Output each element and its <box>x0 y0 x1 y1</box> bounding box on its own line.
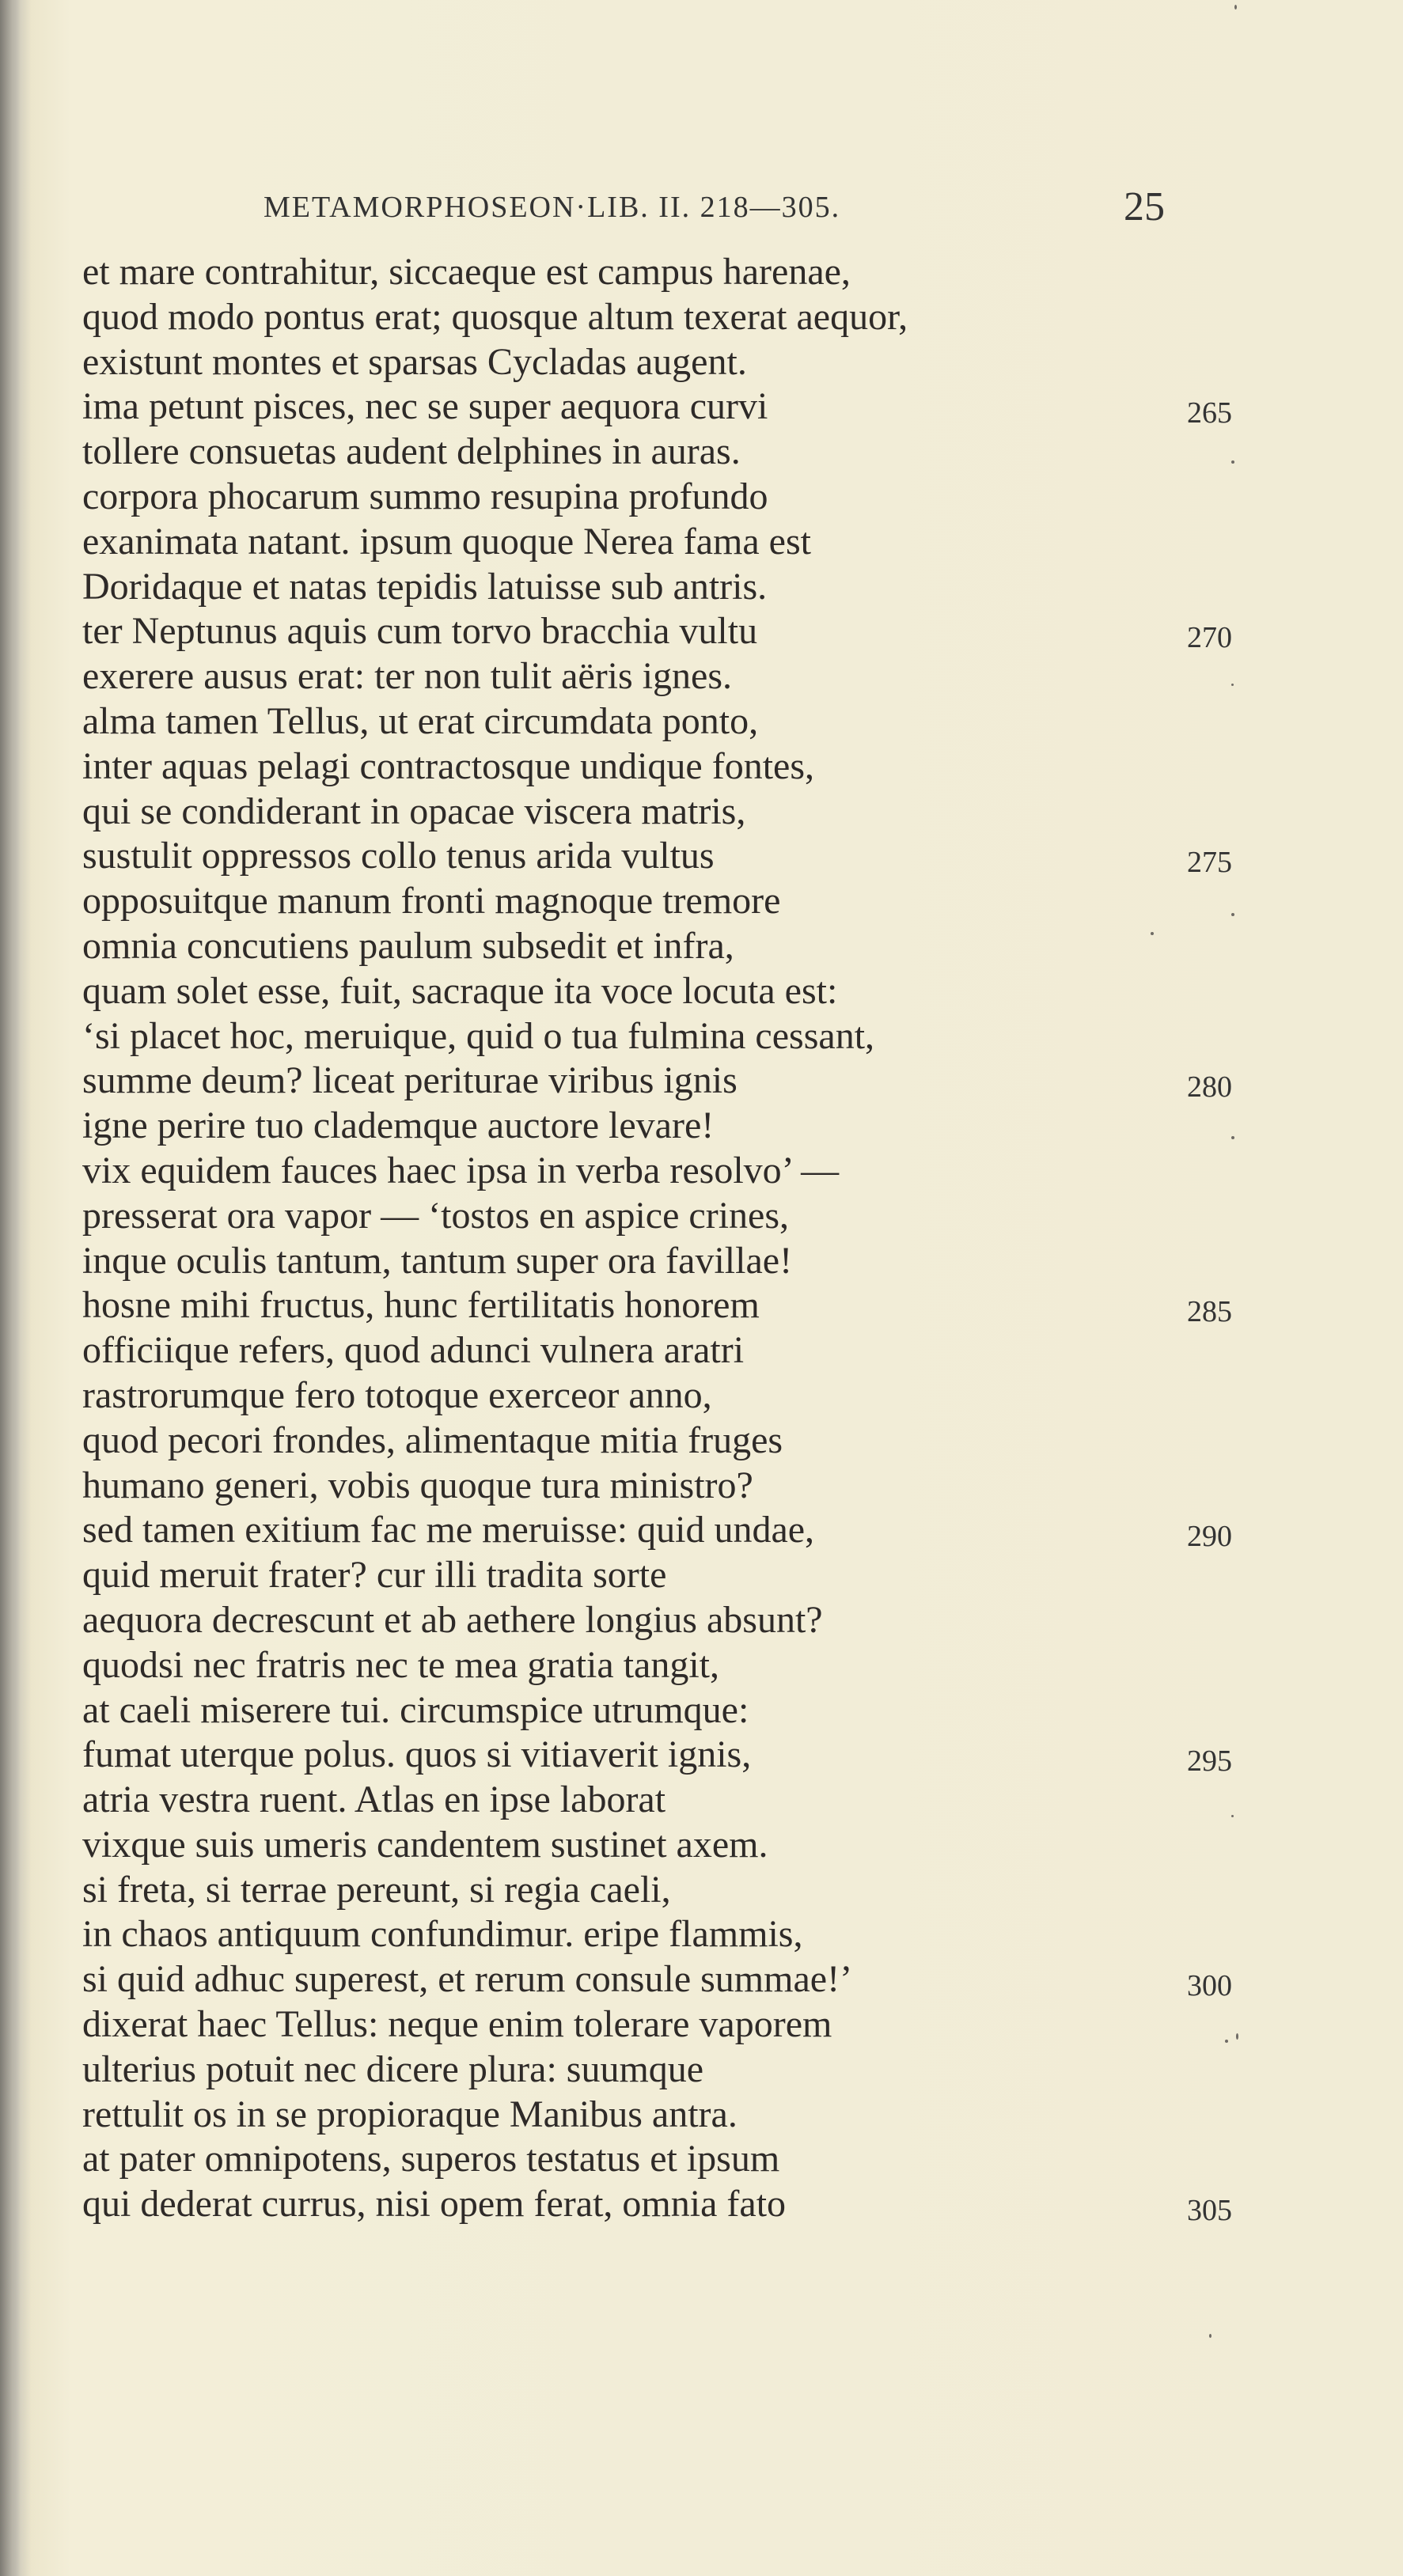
verse-text: at caeli miserere tui. circumspice utrumque: <box>82 1688 749 1731</box>
verse-line <box>82 430 1269 475</box>
verse-line <box>82 475 1269 520</box>
verse-line <box>82 2048 1269 2093</box>
verse-line <box>82 1419 1269 1464</box>
verse-text: omnia concutiens paulum subsedit et infra, <box>82 924 734 967</box>
margin-speck <box>1231 913 1234 916</box>
verse-text: et mare contrahitur, siccaeque est campus harenae, <box>82 251 851 293</box>
line-number: 290 <box>1187 1520 1232 1554</box>
verse-line <box>82 1508 1269 1553</box>
verse-text: quodsi nec fratris nec te mea gratia tangit, <box>82 1643 720 1686</box>
verse-text: si quid adhuc superest, et rerum consule summae!’ <box>82 1958 853 2001</box>
verse-line <box>82 1373 1269 1419</box>
verse-line <box>82 1912 1269 1957</box>
line-number: 300 <box>1187 1969 1232 2003</box>
verse-line <box>82 1464 1269 1509</box>
verse-line <box>82 924 1269 969</box>
verse-text: ima petunt pisces, nec se super aequora curvi <box>82 385 768 428</box>
verse-text: rastrorumque fero totoque exerceor anno, <box>82 1373 712 1416</box>
verse-text: Doridaque et natas tepidis latuisse sub antris. <box>82 565 768 608</box>
running-head <box>253 184 1242 231</box>
verse-text: dixerat haec Tellus: neque enim tolerare vaporem <box>82 2003 832 2046</box>
verse-text: exanimata natant. ipsum quoque Nerea fama est <box>82 520 811 563</box>
verse-line <box>82 2182 1269 2227</box>
verse-text: corpora phocarum summo resupina profundo <box>82 475 768 517</box>
verse-text: aequora decrescunt et ab aethere longius absunt? <box>82 1598 823 1641</box>
verse-line <box>82 1553 1269 1598</box>
verse-text: qui dederat currus, nisi opem ferat, omnia fato <box>82 2183 787 2226</box>
line-number: 265 <box>1187 396 1232 430</box>
verse-text: atria vestra ruent. Atlas en ipse laborat <box>82 1779 666 1821</box>
verse-line <box>82 295 1269 340</box>
verse-text: inque oculis tantum, tantum super ora favillae! <box>82 1239 793 1282</box>
verse-line <box>82 654 1269 699</box>
verse-text: exerere ausus erat: ter non tulit aëris ignes. <box>82 655 733 698</box>
verse-line <box>82 969 1269 1014</box>
verse-line <box>82 2002 1269 2048</box>
verse-line <box>82 2137 1269 2182</box>
margin-speck <box>1231 460 1234 464</box>
page-gutter-shadow <box>0 0 21 2576</box>
verse-line <box>82 879 1269 924</box>
line-number: 280 <box>1187 1070 1232 1104</box>
verse-text: ter Neptunus aquis cum torvo bracchia vultu <box>82 610 758 653</box>
verse-line <box>82 1823 1269 1868</box>
verse-line <box>82 385 1269 430</box>
margin-speck <box>1236 2033 1238 2040</box>
verse-line <box>82 609 1269 654</box>
running-head-title: METAMORPHOSEON·LIB. II. 218—305. <box>264 191 841 224</box>
verse-line <box>82 1239 1269 1284</box>
line-number: 275 <box>1187 846 1232 880</box>
verse-text: alma tamen Tellus, ut erat circumdata ponto, <box>82 699 759 742</box>
line-number: 270 <box>1187 621 1232 655</box>
verse-text: igne perire tuo clademque auctore levare! <box>82 1104 715 1147</box>
verse-line <box>82 1059 1269 1104</box>
verse-line <box>82 2093 1269 2138</box>
verse-line <box>82 1957 1269 2002</box>
verse-line <box>82 699 1269 744</box>
verse-line <box>82 250 1269 295</box>
verse-line <box>82 1014 1269 1059</box>
verse-text: qui se condiderant in opacae viscera matris, <box>82 790 746 832</box>
verse-line <box>82 834 1269 879</box>
page-number: 25 <box>1124 184 1165 229</box>
verse-text: vix equidem fauces haec ipsa in verba resolvo’ — <box>82 1149 840 1191</box>
line-number: 305 <box>1187 2194 1232 2228</box>
verse-line <box>82 790 1269 835</box>
verse-line <box>82 1688 1269 1733</box>
verse-line <box>82 1778 1269 1823</box>
verse-text: existunt montes et sparsas Cycladas augent. <box>82 340 747 383</box>
verse-text: ‘si placet hoc, meruique, quid o tua fulmina cessant, <box>82 1014 875 1057</box>
verse-text: sustulit oppressos collo tenus arida vultus <box>82 835 715 877</box>
verse-text: opposuitque manum fronti magnoque tremore <box>82 880 781 922</box>
verse-line <box>82 340 1269 385</box>
verse-line <box>82 1643 1269 1688</box>
margin-speck <box>1225 2040 1228 2043</box>
verse-text: officiique refers, quod adunci vulnera aratri <box>82 1329 745 1372</box>
line-number: 285 <box>1187 1295 1232 1329</box>
verse-text: ulterius potuit nec dicere plura: suumque <box>82 2048 704 2090</box>
margin-speck <box>1234 5 1237 9</box>
verse-line <box>82 1283 1269 1328</box>
line-number: 295 <box>1187 1744 1232 1779</box>
verse-text: quod modo pontus erat; quosque altum texerat aequor, <box>82 295 908 338</box>
verse-text: presserat ora vapor — ‘tostos en aspice crines, <box>82 1194 790 1237</box>
verse-line <box>82 1149 1269 1194</box>
margin-speck <box>1209 2334 1212 2338</box>
verse-line <box>82 1194 1269 1239</box>
verse-line <box>82 520 1269 565</box>
verse-block <box>82 250 1269 2227</box>
verse-text: fumat uterque polus. quos si vitiaverit ignis, <box>82 1733 752 1776</box>
verse-text: humano generi, vobis quoque tura ministro? <box>82 1464 753 1506</box>
verse-line <box>82 1733 1269 1778</box>
verse-line <box>82 565 1269 610</box>
margin-speck <box>1231 1815 1234 1817</box>
verse-text: quid meruit frater? cur illi tradita sorte <box>82 1554 667 1597</box>
verse-text: rettulit os in se propioraque Manibus antra. <box>82 2093 738 2135</box>
verse-text: inter aquas pelagi contractosque undique fontes, <box>82 744 815 787</box>
verse-text: sed tamen exitium fac me meruisse: quid undae, <box>82 1509 815 1551</box>
margin-speck <box>1151 932 1154 935</box>
verse-text: quod pecori frondes, alimentaque mitia fruges <box>82 1419 783 1461</box>
verse-text: vixque suis umeris candentem sustinet axem. <box>82 1823 768 1866</box>
verse-text: in chaos antiquum confundimur. eripe flammis, <box>82 1913 803 1956</box>
verse-line <box>82 744 1269 790</box>
verse-line <box>82 1868 1269 1913</box>
verse-text: si freta, si terrae pereunt, si regia caeli, <box>82 1868 671 1911</box>
verse-text: summe deum? liceat periturae viribus ignis <box>82 1059 738 1102</box>
margin-speck <box>1231 1136 1234 1139</box>
verse-text: hosne mihi fructus, hunc fertilitatis honorem <box>82 1284 760 1327</box>
verse-line <box>82 1328 1269 1373</box>
verse-line <box>82 1104 1269 1149</box>
verse-text: at pater omnipotens, superos testatus et ipsum <box>82 2138 780 2180</box>
verse-text: tollere consuetas audent delphines in auras. <box>82 430 741 473</box>
verse-text: quam solet esse, fuit, sacraque ita voce locuta est: <box>82 969 838 1012</box>
verse-line <box>82 1598 1269 1643</box>
margin-speck <box>1231 684 1234 686</box>
